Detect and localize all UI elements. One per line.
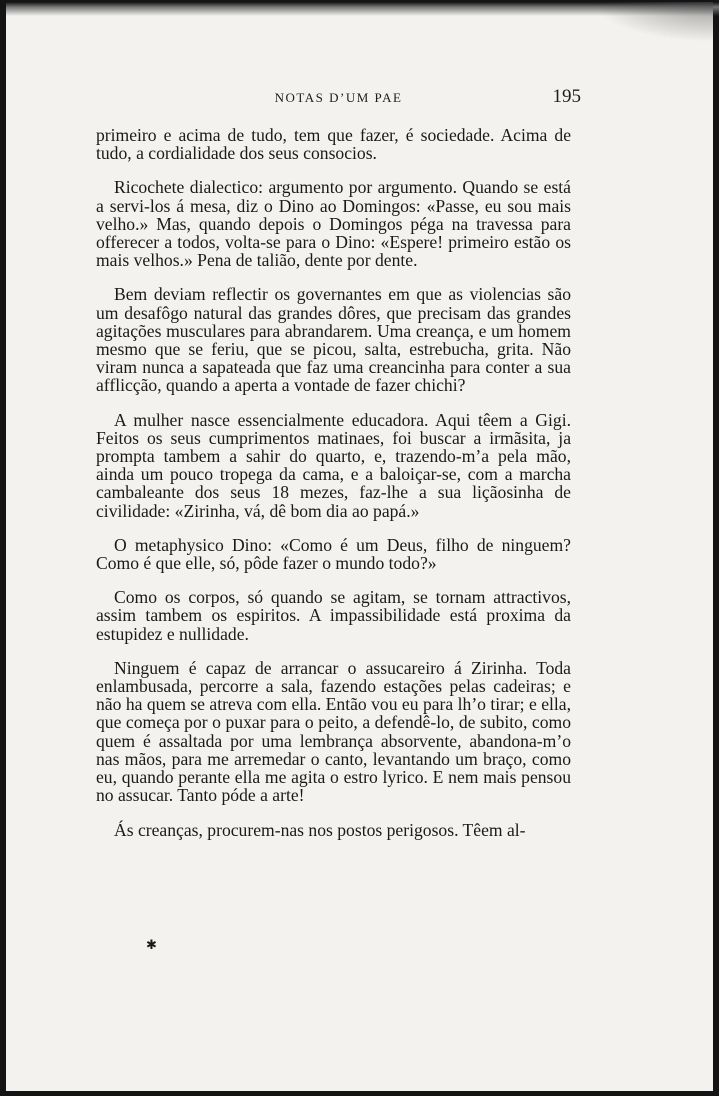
- paragraph: Bem deviam reflectir os governantes em que as violencias são um desafôgo natural das grandes dôres, que precisam das grandes agitações musculares para abrandarem. Uma creança, e um homem mesmo que se feriu, que se picou, salta, estrebucha, grita. Não viram nunca a sapateada que faz uma creancinha para conter a sua afflicção, quando a aperta a vontade de fazer chichi?: [96, 284, 571, 396]
- footnote-mark: ✱: [146, 938, 157, 953]
- paragraph: Ricochete dialectico: argumento por argumento. Quando se está a servi-los á mesa, diz o Dino ao Domingos: «Passe, eu sou mais velho.» Mas, quando depois o Domingos péga na travessa para offerecer a todos, volta-se para o Dino: «Espere! primeiro estão os mais velhos.» Pena de talião, dente por dente.: [96, 177, 571, 271]
- paragraph: A mulher nasce essencialmente educadora. Aqui têem a Gigi. Feitos os seus cumprimentos matinaes, foi buscar a irmãsita, ja prompta tambem a sahir do quarto, e, trazendo-m’a pela mão, ainda um pouco tropega da cama, e a baloiçar-se, com a marcha cambaleante dos seus 18 mezes, faz-lhe a sua liçãosinha de civilidade: «Zirinha, vá, dê bom dia ao papá.»: [96, 409, 571, 521]
- scan-shadow-corner: [593, 2, 713, 42]
- paragraph: primeiro e acima de tudo, tem que fazer, é sociedade. Acima de tudo, a cordialidade dos seus consocios.: [96, 125, 571, 164]
- body-text: [96, 126, 571, 839]
- paragraph: O metaphysico Dino: «Como é um Deus, filho de ninguem? Como é que elle, só, pôde fazer o mundo todo?»: [96, 534, 571, 574]
- paragraph: Ás creanças, procurem-nas nos postos perigosos. Têem al-: [114, 819, 526, 840]
- running-title: NOTAS D’UM PAE: [274, 90, 403, 105]
- paragraph: Ninguem é capaz de arrancar o assucareiro á Zirinha. Toda enlambusada, percorre a sala, fazendo estações pelas cadeiras; e não ha quem se atreva com ella. Então vou eu para lh’o tirar; e ella, que começa por o puxar para o peito, a defendê-lo, de subito, como quem é assaltada por uma lembrança absorvente, abandona-m’o nas mãos, para me arremedar o canto, levantando um braço, como eu, quando perante ella me agita o estro lyrico. E nem mais pensou no assucar. Tanto póde a arte!: [96, 657, 571, 806]
- page-number: 195: [552, 86, 581, 107]
- running-head: [96, 88, 581, 110]
- paragraph: Como os corpos, só quando se agitam, se tornam attractivos, assim tambem os espiritos. A impassibilidade está proxima da estupidez e nullidade.: [96, 587, 571, 644]
